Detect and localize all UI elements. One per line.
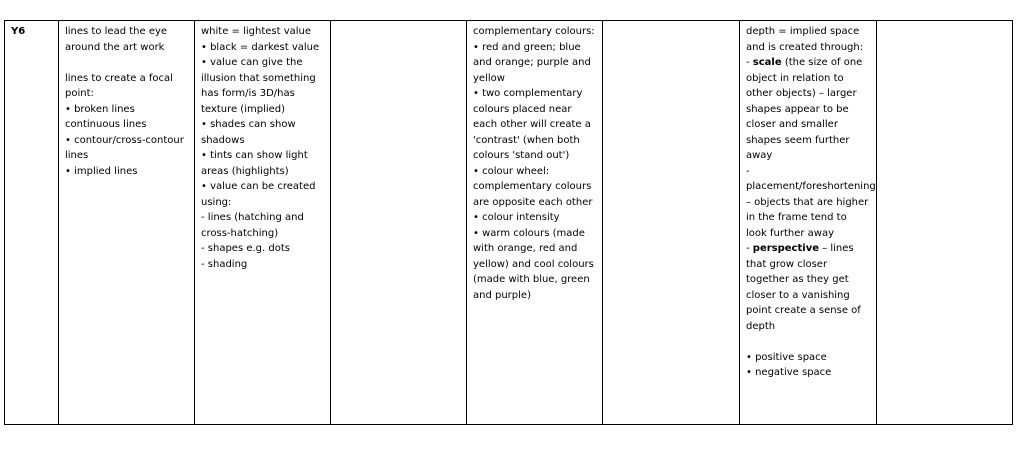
value-cell bbox=[195, 21, 331, 425]
colour-text: • red and green; blue and orange; purple and yellow bbox=[473, 41, 591, 84]
line-text: • broken lines bbox=[65, 103, 135, 115]
year-cell: Y6 bbox=[5, 21, 59, 425]
value-text: - shading bbox=[201, 258, 248, 270]
colour-cell bbox=[467, 21, 603, 425]
space-text: • positive space bbox=[746, 351, 827, 363]
perspective-term: perspective bbox=[752, 243, 819, 254]
value-text: • value can be created using: bbox=[201, 181, 316, 208]
spacer bbox=[746, 334, 870, 350]
space-text: placement/foreshortening bbox=[746, 181, 876, 192]
colour-text: • colour intensity bbox=[473, 212, 560, 223]
space-text: • negative space bbox=[746, 367, 832, 378]
space-text bbox=[746, 55, 870, 164]
space-text: - bbox=[746, 165, 750, 177]
empty-cell bbox=[877, 21, 1013, 425]
colour-text: • colour wheel: complementary colours are opposite each other bbox=[473, 165, 593, 208]
empty-cell bbox=[603, 21, 740, 425]
colour-text: • warm colours (made with orange, red and yellow) and cool colours (made with blue, green and purple) bbox=[473, 227, 594, 301]
line-text: lines to create a focal point: bbox=[65, 72, 173, 99]
value-text: • black = darkest value bbox=[201, 41, 320, 53]
space-text: – lines that grow closer together as they get closer to a vanishing point create a sense of depth bbox=[746, 243, 861, 332]
curriculum-table bbox=[4, 20, 1024, 425]
table-row bbox=[5, 21, 1024, 425]
value-text: • shades can show shadows bbox=[201, 119, 296, 146]
value-text: • tints can show light areas (highlights) bbox=[201, 150, 308, 177]
space-text: - bbox=[746, 57, 753, 68]
line-text: • contour/cross-contour lines bbox=[65, 134, 184, 161]
line-text: continuous lines bbox=[65, 119, 147, 130]
line-text: • implied lines bbox=[65, 165, 138, 177]
value-text: • value can give the illusion that something has form/is 3D/has texture (implied) bbox=[201, 57, 316, 115]
colour-text: • two complementary colours placed near each other will create a 'contrast' (when both colours 'stand out') bbox=[473, 88, 591, 161]
space-text: – objects that are higher in the frame tend to look further away bbox=[746, 196, 869, 239]
line-cell bbox=[59, 21, 195, 425]
value-text: - shapes e.g. dots bbox=[201, 243, 290, 254]
space-text: depth = implied space and is created through: bbox=[746, 26, 864, 53]
space-text: - bbox=[746, 243, 753, 254]
space-text: (the size of one object in relation to other objects) – larger shapes appear to be closer and smaller shapes seem further away bbox=[746, 57, 863, 161]
empty-cell bbox=[331, 21, 467, 425]
space-text bbox=[746, 241, 870, 334]
space-cell bbox=[740, 21, 877, 425]
line-text: lines to lead the eye around the art work bbox=[65, 26, 168, 53]
colour-text: complementary colours: bbox=[473, 26, 595, 37]
scale-term: scale bbox=[752, 57, 782, 68]
line-text bbox=[65, 55, 188, 71]
value-text: - lines (hatching and cross-hatching) bbox=[201, 212, 304, 239]
value-text: white = lightest value bbox=[201, 26, 312, 37]
